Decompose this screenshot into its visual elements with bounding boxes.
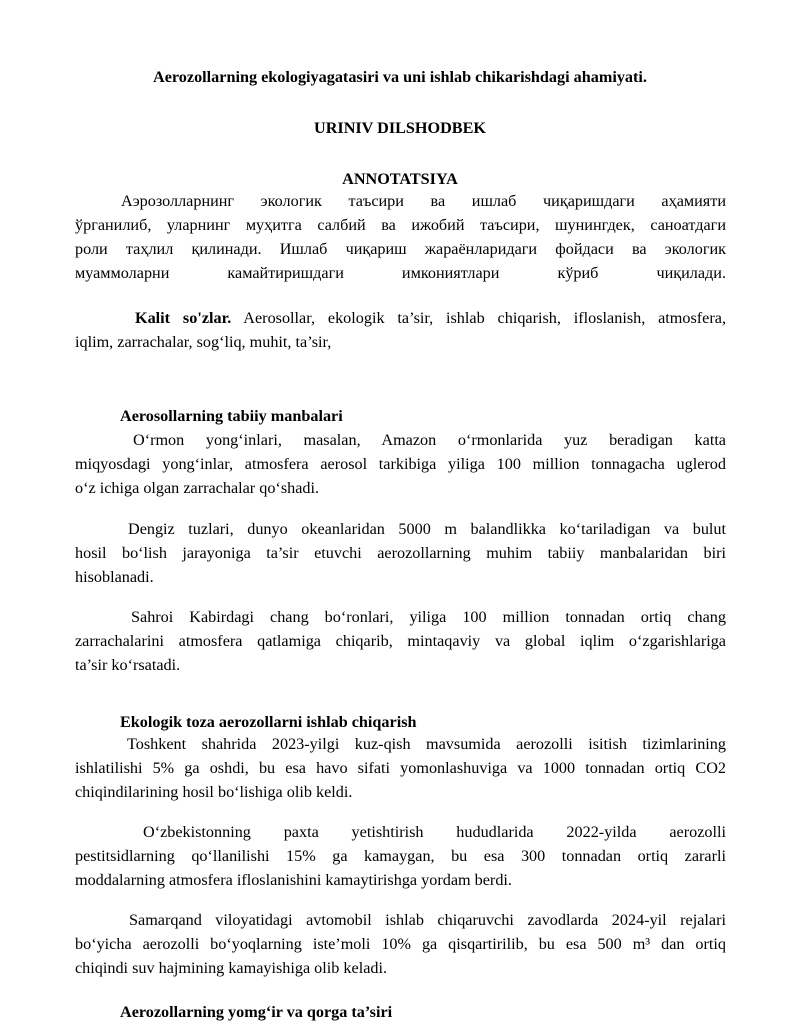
paragraph-line: oʻz ichiga olgan zarrachalar qoʻshadi.	[75, 479, 320, 497]
paragraph-line: Samarqand viloyatidagi avtomobil ishlab chiqaruvchi zavodlarda 2024-yil rejalari	[129, 911, 726, 929]
paragraph-line: Sahroi Kabirdagi chang boʻronlari, yiliga 100 million tonnadan ortiq chang	[131, 608, 726, 626]
paragraph	[75, 820, 726, 892]
paragraph-line: Toshkent shahrida 2023-yilgi kuz-qish mavsumida aerozolli isitish tizimlarining	[127, 735, 726, 753]
annotation-paragraph	[75, 189, 726, 285]
paragraph	[75, 908, 726, 980]
paragraph-line: hosil boʻlish jarayoniga ta’sir etuvchi aerozollarning muhim tabiiy manbalaridan biri	[75, 544, 726, 562]
paragraph-line: Oʻzbekistonning paxta yetishtirish hududlarida 2022-yilda aerozolli	[143, 823, 726, 841]
author-name: URINIV DILSHODBEK	[314, 119, 486, 137]
paragraph-line: boʻyicha aerozolli boʻyoqlarning iste’moli 10% ga qisqartirilib, bu esa 500 m³ dan ortiq	[75, 935, 726, 953]
keywords-label: Kalit so'zlar.	[135, 309, 232, 327]
paragraph	[75, 732, 726, 804]
section-heading: Aerosollarning tabiiy manbalari	[120, 407, 343, 425]
paragraph	[75, 428, 726, 500]
paragraph-line: ta’sir koʻrsatadi.	[75, 656, 181, 674]
annotation-line: ўрганилиб, уларнинг муҳитга салбий ва ижобий таъсири, шунингдек, саноатдаги	[75, 216, 726, 234]
paragraph-line: chiqindi suv hajmining kamayishiga olib keladi.	[75, 959, 388, 977]
section-heading: Aerozollarning yomgʻir va qorga ta’siri	[120, 1003, 393, 1021]
paragraph-line: Dengiz tuzlari, dunyo okeanlaridan 5000 m balandlikka koʻtariladigan va bulut	[128, 520, 726, 538]
annotation-line: Аэрозолларнинг экологик таъсири ва ишлаб чиқаришдаги аҳамияти	[121, 192, 726, 210]
paragraph	[75, 517, 726, 589]
paragraph-line: hisoblanadi.	[75, 568, 154, 586]
annotation-line: роли таҳлил қилинади. Ишлаб чиқариш жараёнларидаги фойдаси ва экологик	[75, 240, 726, 258]
keywords-text: iqlim, zarrachalar, sogʻliq, muhit, ta’sir,	[75, 333, 332, 351]
paragraph-line: moddalarning atmosfera ifloslanishini kamaytirishga yordam berdi.	[75, 871, 512, 889]
paragraph-line: Oʻrmon yongʻinlari, masalan, Amazon oʻrmonlarida yuz beradigan katta	[133, 431, 726, 449]
keywords-paragraph	[75, 306, 726, 354]
paragraph	[75, 605, 726, 677]
paragraph-line: miqyosdagi yongʻinlar, atmosfera aerosol tarkibiga yiliga 100 million tonnagacha uglerod	[75, 455, 726, 473]
paragraph-line: pestitsidlarning qoʻllanilishi 15% ga kamaygan, bu esa 300 tonnadan ortiq zararli	[75, 847, 726, 865]
section-heading: Ekologik toza aerozollarni ishlab chiqarish	[120, 713, 417, 731]
paragraph-line: ishlatilishi 5% ga oshdi, bu esa havo sifati yomonlashuviga va 1000 tonnadan ortiq CO2	[75, 759, 726, 777]
keywords-text: Aerosollar, ekologik ta’sir, ishlab chiqarish, ifloslanish, atmosfera,	[231, 309, 726, 327]
annotation-line: муаммоларни камайтиришдаги имкониятлари кўриб чиқилади.	[75, 264, 726, 282]
paragraph-line: chiqindilarining hosil boʻlishiga olib keldi.	[75, 783, 353, 801]
document-title: Aerozollarning ekologiyagatasiri va uni ishlab chikarishdagi ahamiyati.	[153, 68, 647, 86]
annotation-heading: ANNOTATSIYA	[342, 170, 458, 188]
paragraph-line: zarrachalarini atmosfera qatlamiga chiqarib, mintaqaviy va global iqlim oʻzgarishlariga	[75, 632, 726, 650]
